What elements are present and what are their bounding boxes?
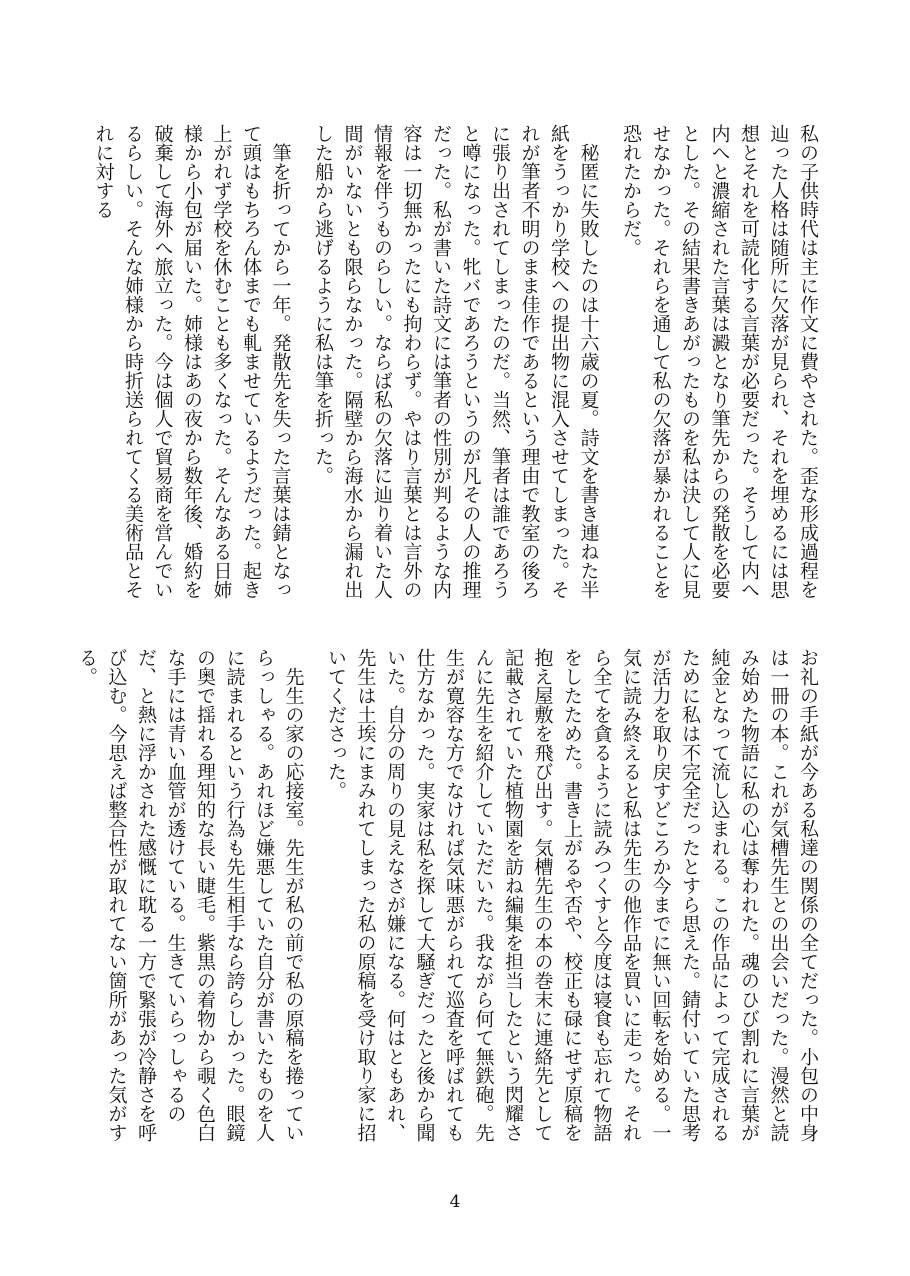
page-number: 4 — [449, 1192, 461, 1212]
paragraph: お礼の手紙が今ある私達の関係の全てだった。小包の中身は一冊の本。これが気槽先生との出会いだった。漫然と読み始めた物語に私の心は奪われた。魂のひび割れに言葉が純金となって流し込まれる。この作品によって完成されるために私は不完全だったとすら思えた。錆付いていた思考が活力を取り戻すどころか今までに無い回転を始める。一気に読み終えると私は先生の他作品を買いに走った。それら全てを貪るように読みつくすと今度は寝食も忘れて物語をしたためた。書き上がるや否や、校正も碌にせず原稿を抱え屋敷を飛び出す。気槽先生の本の巻末に連絡先として記載されていた植物園を訪ね編集を担当したという閃耀さんに先生を紹介していただいた。我ながら何て無鉄砲。先生が寛容な方でなければ気味悪がられて巡査を呼ばれても仕方なかった。実家は私を探して大騒ぎだったと後から聞いた。自分の周りの見えなさが嫌になる。何はともあれ、先生は土埃にまみれてしまった私の原稿を受け取り家に招いてくださった。 — [325, 648, 819, 1142]
paragraph: 私の子供時代は主に作文に費やされた。歪な形成過程を辿った人格は随所に欠落が見られ、それを埋めるには思想とそれを可読化する言葉が必要だった。そうして内へ内へと濃縮された言葉は澱となり筆先からの発散を必要とした。その結果書きあがったものを私は決して人に見せなかった。それらを通して私の欠落が暴かれることを恐れたからだ。 — [620, 124, 819, 599]
paragraph: 先生の家の応接室。先生が私の前で私の原稿を捲っていらっしゃる。あれほど嫌悪していた自分が書いたものを人に読まれるという行為も先生相手なら誇らしかった。眼鏡の奥で揺れる理知的な長い睫毛。紫黒の着物から覗く色白な手には青い血管が透けている。生きていらっしゃるのだ、と熱に浮かされた感慨に耽る一方で緊張が冷静さを呼び込む。今思えば整合性が取れてない箇所があった気がする。 — [76, 648, 305, 1142]
text-block-bottom — [76, 648, 822, 1158]
text-block-top — [92, 124, 822, 616]
paragraph: 秘匿に失敗したのは十六歳の夏。詩文を書き連ねた半紙をうっかり学校への提出物に混入させてしまった。それが筆者不明のまま佳作であるという理由で教室の後ろに張り出されてしまったのだ。当然、筆者は誰であろうと噂になった。牝バであろうというのが凡その人の推理だった。私が書いた詩文には筆者の性別が判るような内容は一切無かったにも拘わらず。やはり言葉とは言外の情報を伴うものらしい。ならば私の欠落に辿り着いた人間がいないとも限らなかった。隔壁から海水から漏れ出した船から逃げるように私は筆を折った。 — [312, 124, 600, 599]
paragraph: 筆を折ってから一年。発散先を失った言葉は錆となって頭はもちろん体までも軋ませているようだった。起き上がれず学校を休むことも多くなった。そんなある日姉様から小包が届いた。姉様はあの夜から数年後、婚約を破棄して海外へ旅立った。今は個人で貿易商を営んでいるらしい。そんな姉様から時折送られてくる美術品とそれに対する — [92, 124, 292, 599]
